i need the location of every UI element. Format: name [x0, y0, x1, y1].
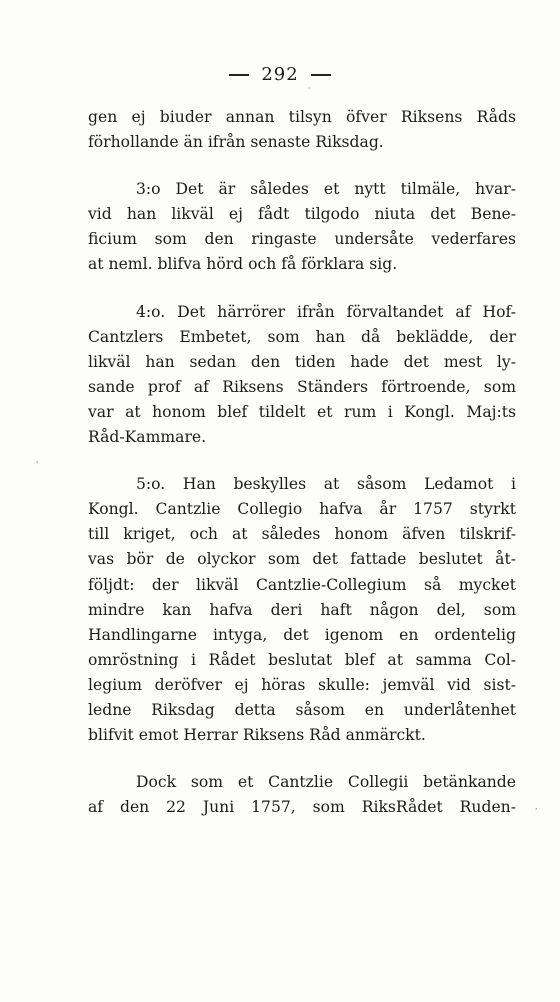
paragraph-gap — [88, 748, 516, 770]
text-line: vas bör de olyckor som det fattade beslutet åt- — [88, 550, 516, 569]
text-line: at neml. blifva hörd och få förklara sig. — [88, 255, 398, 274]
text-line: vid han likväl ej fådt tilgodo niuta det Bene- — [88, 205, 516, 224]
paragraph-gap — [88, 278, 516, 300]
text-line: Råd-Kammare. — [88, 428, 207, 447]
text-line: Kongl. Cantzlie Collegio hafva år 1757 styrkt — [88, 500, 516, 519]
margin-speck: ' — [36, 460, 39, 469]
header-dash-right — [311, 74, 331, 76]
text-line: 4:o. Det härrörer ifrån förvaltandet af Hof- — [136, 302, 516, 321]
margin-speck: , — [535, 802, 538, 811]
text-line: Handlingarne intyga, det igenom en ordentelig — [88, 625, 516, 644]
text-line: 5:o. Han beskylles at såsom Ledamot i — [136, 475, 516, 494]
text-line: Cantzlers Embetet, som han då beklädde, der — [88, 327, 516, 346]
text-line: legium deröfver ej höras skulle: jemväl vid sist- — [88, 675, 516, 694]
text-line: sande prof af Riksens Ständers förtroende, som — [88, 377, 516, 396]
text-line: gen ej biuder annan tilsyn öfver Riksens Råds — [88, 108, 516, 126]
text-line: ledne Riksdag detta såsom en underlåtenhet — [88, 700, 516, 719]
body-text — [88, 105, 516, 820]
page-header — [0, 64, 560, 85]
paragraph-gap — [88, 450, 516, 472]
text-line: blifvit emot Herrar Riksens Råd anmärckt. — [88, 726, 426, 745]
text-line: till kriget, och at således honom äfven tilskrif- — [88, 525, 516, 544]
paragraph-gap — [88, 155, 516, 177]
text-line: likväl han sedan den tiden hade det mest ly- — [88, 352, 516, 371]
print-speck: · — [308, 84, 311, 93]
text-line: förhollande än ifrån senaste Riksdag. — [88, 133, 384, 152]
text-line: ficium som den ringaste undersåte vederfares — [88, 230, 516, 249]
text-line: var at honom blef tildelt et rum i Kongl. Maj:ts — [88, 402, 516, 421]
text-line: följdt: der likväl Cantzlie-Collegium så mycket — [88, 575, 516, 594]
text-line: omröstning i Rådet beslutat blef at samma Col- — [88, 650, 516, 669]
page-number: 292 — [261, 64, 299, 85]
text-line: Dock som et Cantzlie Collegii betänkande — [136, 773, 516, 792]
text-line: 3:o Det är således et nytt tilmäle, hvar- — [136, 180, 516, 199]
header-dash-left — [229, 74, 249, 76]
text-line: af den 22 Juni 1757, som RiksRådet Ruden- — [88, 798, 516, 817]
text-line: mindre kan hafva deri haft någon del, som — [88, 600, 516, 619]
